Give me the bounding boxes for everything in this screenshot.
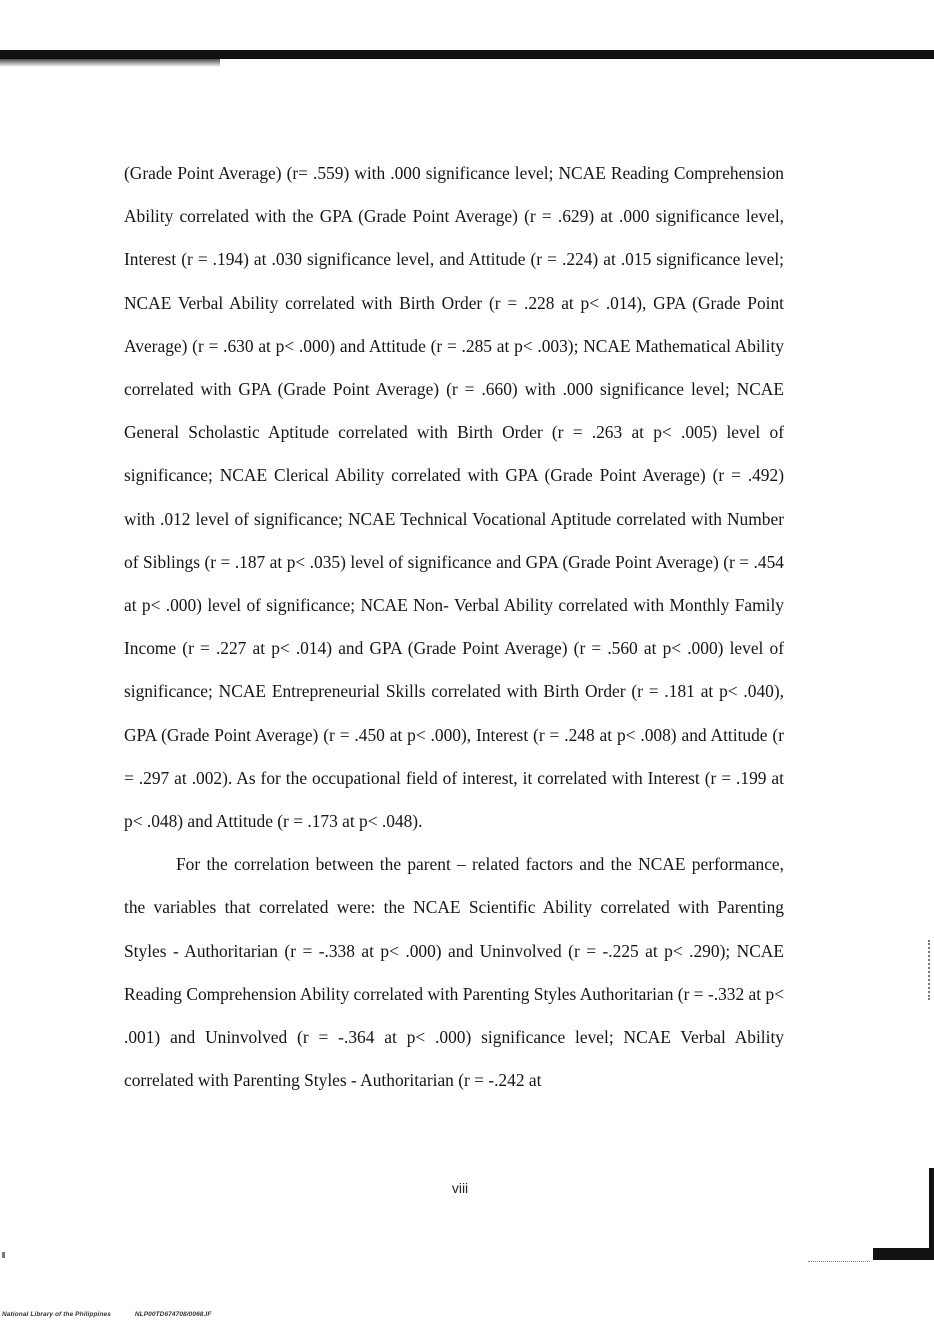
body-text bbox=[124, 152, 784, 1102]
page-number: viii bbox=[451, 1180, 469, 1196]
scan-top-edge-bar bbox=[0, 50, 934, 59]
scan-right-edge-marks bbox=[928, 940, 934, 1000]
scan-bottom-right-dots bbox=[808, 1261, 870, 1262]
paragraph-2: For the correlation between the parent – related factors and the NCAE performance, the variables that correlated were: the NCAE Scientific Ability correlated with Parenting Styles - Authoritarian (r = -.338 at p< .000) and Uninvolved (r = -.225 at p< .290); NCAE Reading Comprehension Ability correlated with Parenting Styles Authoritarian (r = -.332 at p< .001) and Uninvolved (r = -.364 at p< .000) significance level; NCAE Verbal Ability correlated with Parenting Styles - Authoritarian (r = -.242 at bbox=[124, 854, 784, 1091]
scan-footer bbox=[2, 1311, 211, 1318]
scan-bottom-right-bar bbox=[873, 1248, 934, 1260]
paragraph-1: (Grade Point Average) (r= .559) with .000 significance level; NCAE Reading Comprehension Ability correlated with the GPA (Grade Point Average) (r = .629) at .000 significance level, Interest (r = .194) at .030 significance level, and Attitude (r = .224) at .015 significance level; NCAE Verbal Ability correlated with Birth Order (r = .228 at p< .014), GPA (Grade Point Average) (r = .630 at p< .000) and Attitude (r = .285 at p< .003); NCAE Mathematical Ability correlated with GPA (Grade Point Average) (r = .660) with .000 significance level; NCAE General Scholastic Aptitude correlated with Birth Order (r = .263 at p< .005) level of significance; NCAE Clerical Ability correlated with GPA (Grade Point Average) (r = .492) with .012 level of significance; NCAE Technical Vocational Aptitude correlated with Number of Siblings (r = .187 at p< .035) level of significance and GPA (Grade Point Average) (r = .454 at p< .000) level of significance; NCAE Non- Verbal Ability correlated with Monthly Family Income (r = .227 at p< .014) and GPA (Grade Point Average) (r = .560 at p< .000) level of significance; NCAE Entrepreneurial Skills correlated with Birth Order (r = .181 at p< .040), GPA (Grade Point Average) (r = .450 at p< .000), Interest (r = .248 at p< .008) and Attitude (r = .297 at .002). As for the occupational field of interest, it correlated with Interest (r = .199 at p< .048) and Attitude (r = .173 at p< .048). bbox=[124, 163, 784, 832]
scan-top-edge-shadow bbox=[0, 59, 220, 67]
footer-document-code: NLP00TD674708/0068.IF bbox=[134, 1311, 212, 1318]
scan-right-edge-bar bbox=[929, 1168, 934, 1250]
scan-left-speck bbox=[2, 1252, 5, 1258]
footer-library-name: National Library of the Philippines bbox=[2, 1311, 111, 1318]
